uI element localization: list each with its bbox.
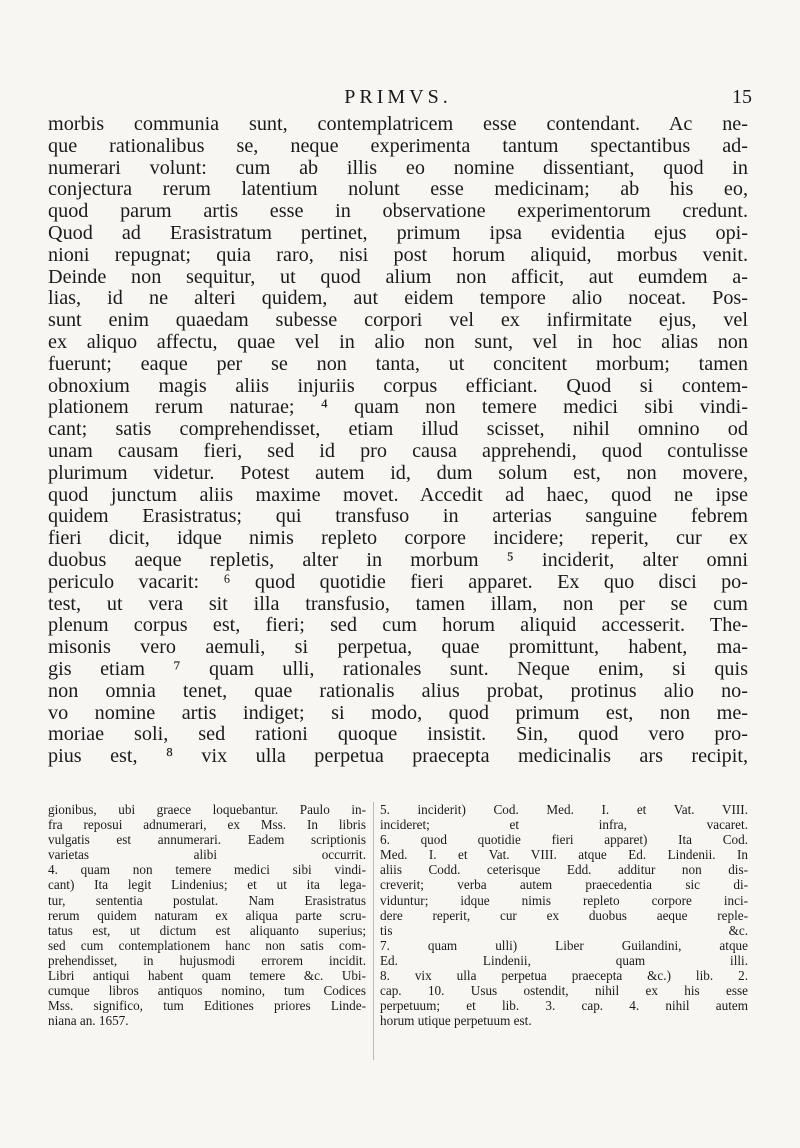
footnote-line: varietas alibi occurrit. xyxy=(48,847,366,863)
footnote-line: creverit; verba autem praecedentia sic di- xyxy=(380,877,748,893)
text-line: sunt enim quaedam subesse corpori vel ex infirmitate ejus, vel xyxy=(48,310,748,332)
text-line: pius est, ⁸ vix ulla perpetua praecepta medicinalis ars recipit, xyxy=(48,746,748,768)
text-line: plenum corpus est, fieri; sed cum horum aliquid accesserit. The- xyxy=(48,615,748,637)
text-line: Deinde non sequitur, ut quod alium non afficit, aut eumdem a- xyxy=(48,266,748,288)
footnotes-right-column xyxy=(380,802,748,1028)
footnote-line: rerum quidem naturam ex aliqua parte scru- xyxy=(48,907,366,923)
footnote-line: 8. vix ulla perpetua praecepta &c.) lib. 2. xyxy=(380,968,748,984)
text-line: periculo vacarit: ⁶ quod quotidie fieri apparet. Ex quo disci po- xyxy=(48,571,748,593)
footnote-line: cant) Ita legit Lindenius; et ut ita lega- xyxy=(48,877,366,893)
footnote-line: Mss. significo, tum Editiones priores Linde- xyxy=(48,998,366,1014)
footnote-line: tatus est, ut dictum est aliquanto superius; xyxy=(48,922,366,938)
footnote-line: 4. quam non temere medici sibi vindi- xyxy=(48,862,366,878)
footnote-line: viduntur; idque nimis repleto corpore inci- xyxy=(380,892,748,908)
footnote-line: tis &c. xyxy=(380,922,748,938)
text-line: non omnia tenet, quae rationalis alius probat, protinus alio no- xyxy=(48,680,748,702)
text-line: ex aliquo affectu, quae vel in alio non sunt, vel in hoc alias non xyxy=(48,331,748,353)
footnote-line: Libri antiqui habent quam temere &c. Ubi- xyxy=(48,968,366,984)
running-head xyxy=(48,86,752,114)
text-line: unam causam fieri, sed id pro causa apprehendi, quod contulisse xyxy=(48,440,748,462)
main-text-block xyxy=(48,114,748,768)
text-line: misonis vero aemuli, si perpetua, quae promittunt, habent, ma- xyxy=(48,637,748,659)
footnote-line: perpetuum; et lib. 3. cap. 4. nihil autem xyxy=(380,998,748,1014)
footnote-line: Ed. Lindenii, quam illi. xyxy=(380,952,748,968)
text-line: numerari volunt: cum ab illis eo nomine dissentiant, quod in xyxy=(48,157,748,179)
footnote-line: cumque libros antiquos nomino, tum Codices xyxy=(48,983,366,999)
text-line: vo nomine artis indiget; si modo, quod primum est, non me- xyxy=(48,702,748,724)
page-number: 15 xyxy=(732,86,752,108)
footnotes-left-column xyxy=(48,802,366,1028)
footnote-line: gionibus, ubi graece loquebantur. Paulo in- xyxy=(48,802,366,817)
text-line: conjectura rerum latentium nolunt esse medicinam; ab his eo, xyxy=(48,179,748,201)
footnote-line: Med. I. et Vat. VIII. atque Ed. Lindenii. In xyxy=(380,847,748,863)
footnote-line: cap. 10. Usus ostendit, nihil ex his esse xyxy=(380,983,748,999)
text-line: fieri dicit, idque nimis repleto corpore incidere; reperit, cur ex xyxy=(48,528,748,550)
text-line: lias, id ne alteri quidem, aut eidem tempore alio noceat. Pos- xyxy=(48,288,748,310)
text-line: plationem rerum naturae; ⁴ quam non temere medici sibi vindi- xyxy=(48,397,748,419)
text-line: nioni repugnat; quia raro, nisi post horum aliquid, morbus venit. xyxy=(48,244,748,266)
text-line: quod junctum aliis maxime movet. Accedit ad haec, quod ne ipse xyxy=(48,484,748,506)
footnote-line: aliis Codd. ceterisque Edd. additur non dis- xyxy=(380,862,748,878)
column-divider xyxy=(373,802,374,1060)
footnote-line: 6. quod quotidie fieri apparet) Ita Cod. xyxy=(380,832,748,848)
text-line: obnoxium magis aliis injuriis corpus efficiant. Quod si contem- xyxy=(48,375,748,397)
footnotes xyxy=(48,802,748,1102)
text-line: duobus aeque repletis, alter in morbum ⁵ inciderit, alter omni xyxy=(48,549,748,571)
text-line: cant; satis comprehendisset, etiam illud scisset, nihil omnino od xyxy=(48,419,748,441)
footnote-line: 5. inciderit) Cod. Med. I. et Vat. VIII. xyxy=(380,802,748,817)
text-line: Quod ad Erasistratum pertinet, primum ipsa evidentia ejus opi- xyxy=(48,222,748,244)
text-line: plurimum videtur. Potest autem id, dum solum est, non movere, xyxy=(48,462,748,484)
footnote-line: tur, sententia postulat. Nam Erasistratus xyxy=(48,892,366,908)
footnote-line: niana an. 1657. xyxy=(48,1013,129,1029)
footnote-line: vulgatis est annumerari. Eadem scriptionis xyxy=(48,832,366,848)
footnote-line: prehendisset, in hujusmodi errorem incidit. xyxy=(48,952,366,968)
footnote-line: 7. quam ulli) Liber Guilandini, atque xyxy=(380,937,748,953)
text-line: test, ut vera sit illa transfusio, tamen illam, non per se cum xyxy=(48,593,748,615)
text-line: quod parum artis esse in observatione experimentorum credunt. xyxy=(48,201,748,223)
footnote-line: horum utique perpetuum est. xyxy=(380,1013,532,1029)
footnote-line: dere reperit, cur ex duobus aeque reple- xyxy=(380,907,748,923)
footnote-line: fra reposui adnumerari, ex Mss. In libris xyxy=(48,817,366,833)
text-line: gis etiam ⁷ quam ulli, rationales sunt. Neque enim, si quis xyxy=(48,658,748,680)
footnote-line: incideret; et infra, vacaret. xyxy=(380,817,748,833)
text-line: fuerunt; eaque per se non tanta, ut concitent morbum; tamen xyxy=(48,353,748,375)
footnote-line: sed cum contemplationem hanc non satis com- xyxy=(48,937,366,953)
text-line: morbis communia sunt, contemplatricem esse contendant. Ac ne- xyxy=(48,114,748,135)
running-title: PRIMVS. xyxy=(344,86,452,108)
text-line: quidem Erasistratus; qui transfuso in arterias sanguine febrem xyxy=(48,506,748,528)
text-line: que rationalibus se, neque experimenta tantum spectantibus ad- xyxy=(48,135,748,157)
text-line: moriae soli, sed rationi quoque insistit. Sin, quod vero pro- xyxy=(48,724,748,746)
